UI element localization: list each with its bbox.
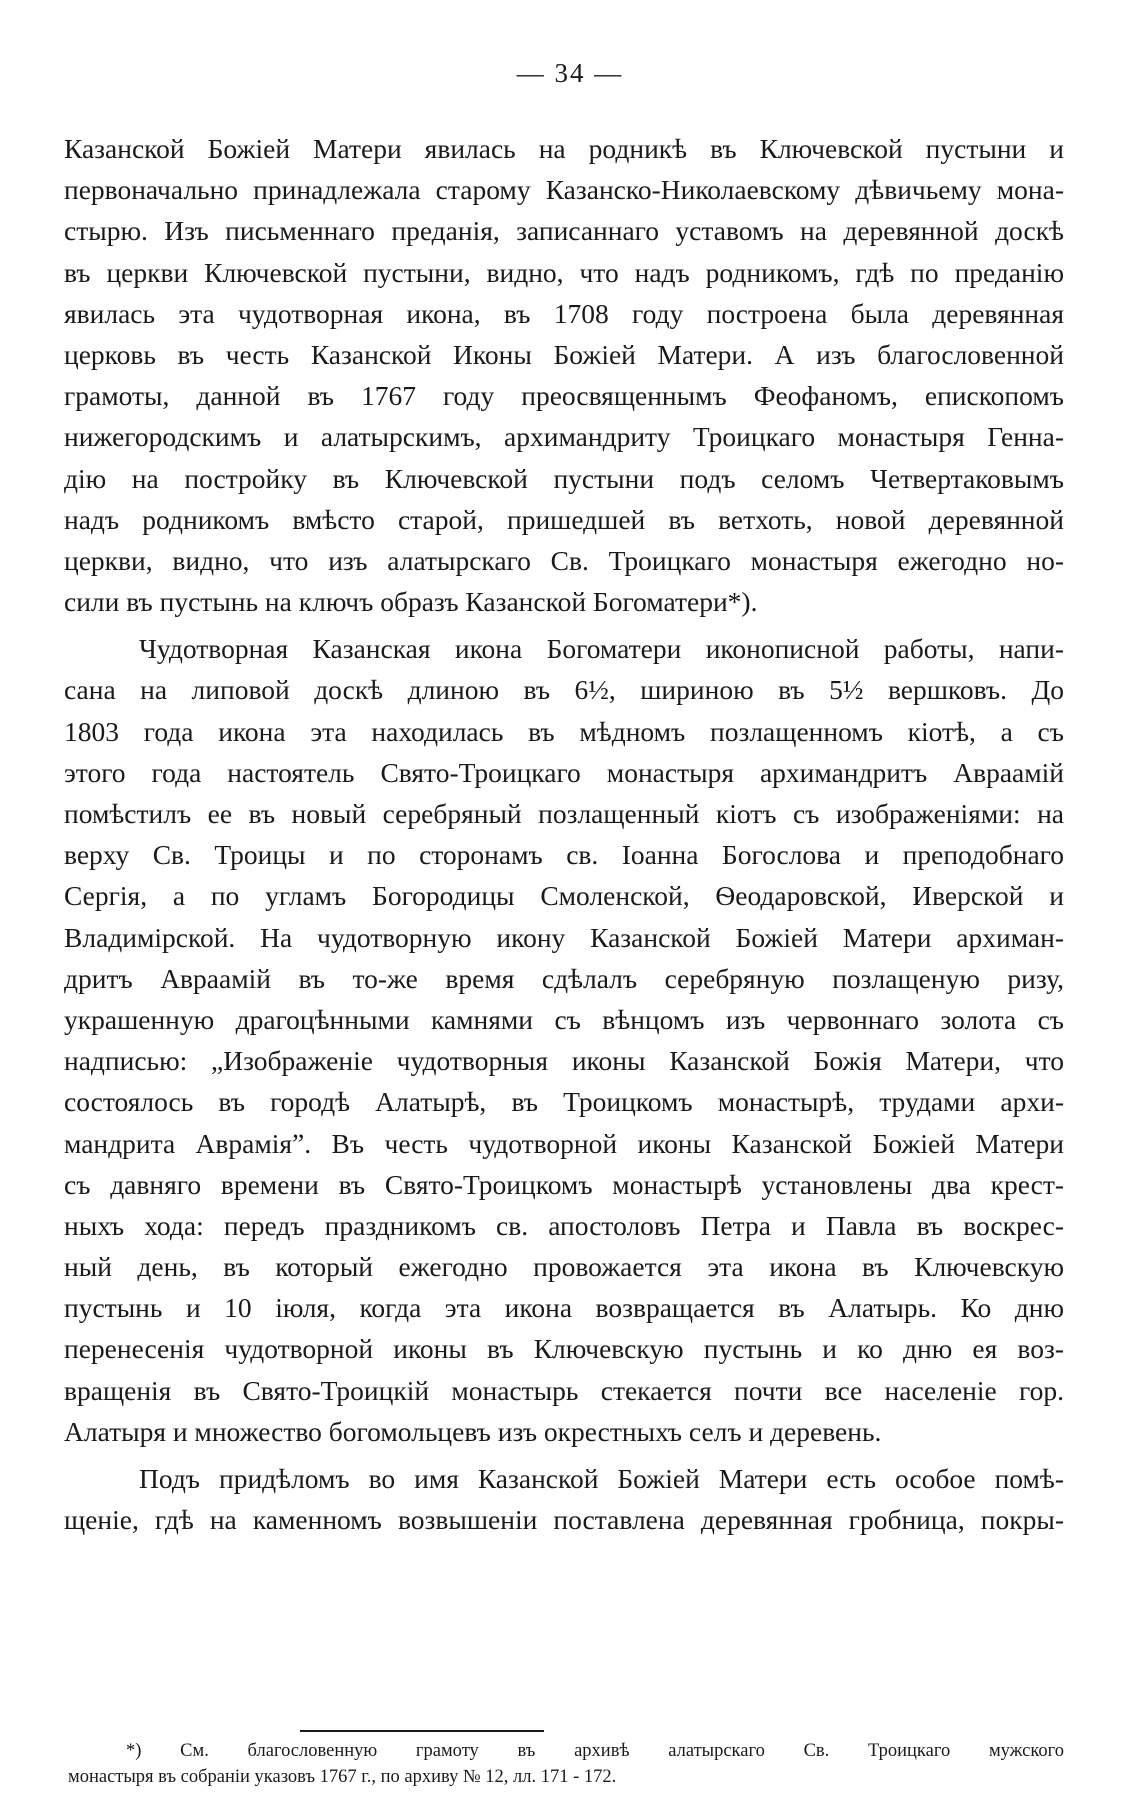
- page-number: — 34 —: [516, 58, 624, 88]
- text-line: Владимірской. На чудотворную икону Казанской Божіей Матери архиман-: [64, 921, 1064, 953]
- text-line: сили въ пустынь на ключъ образъ Казанской Богоматери*).: [64, 586, 758, 618]
- text-line: верху Св. Троицы и по сторонамъ св. Іоанна Богослова и преподобнаго: [64, 839, 1064, 871]
- text-line: дритъ Авраамій въ то-же время сдѣлалъ серебряную позлащеную ризу,: [64, 962, 1064, 994]
- text-line: церкви, видно, что изъ алатырскаго Св. Троицкаго монастыря ежегодно но-: [64, 544, 1064, 576]
- text-line: этого года настоятель Свято-Троицкаго монастыря архимандритъ Авраамій: [64, 756, 1064, 788]
- text-line: щеніе, гдѣ на каменномъ возвышеніи поставлена деревянная гробница, покры-: [64, 1504, 1064, 1536]
- paragraph-1: [64, 128, 1064, 622]
- text-line: грамоты, данной въ 1767 году преосвященнымъ Феофаномъ, епископомъ: [64, 380, 1064, 412]
- text-line: перенесенія чудотворной иконы въ Ключевскую пустынь и ко дню ея воз-: [64, 1333, 1064, 1365]
- paragraph-2: [64, 628, 1064, 1452]
- text-line: въ церкви Ключевской пустыни, видно, что надъ родникомъ, гдѣ по преданію: [64, 256, 1064, 288]
- text-line: ныхъ хода: передъ праздникомъ св. апостоловъ Петра и Павла въ воскрес-: [64, 1209, 1064, 1241]
- text-line: вращенія въ Свято-Троицкій монастырь стекается почти все населеніе гор.: [64, 1374, 1064, 1406]
- text-line: сана на липовой доскѣ длиною въ 6½, шириною въ 5½ вершковъ. До: [64, 674, 1064, 706]
- text-line: Сергія, а по угламъ Богородицы Смоленской, Ѳеодаровской, Иверской и: [64, 880, 1064, 912]
- text-line: состоялось въ городѣ Алатырѣ, въ Троицкомъ монастырѣ, трудами архи-: [64, 1086, 1064, 1118]
- text-line: Казанской Божіей Матери явилась на родникѣ въ Ключевской пустыни и: [64, 133, 1064, 164]
- text-line: надъ родникомъ вмѣсто старой, пришедшей въ ветхоть, новой деревянной: [64, 503, 1064, 535]
- text-line: ный день, въ который ежегодно провожается эта икона въ Ключевскую: [64, 1251, 1064, 1283]
- text-line: церковь въ честь Казанской Иконы Божіей Матери. А изъ благословенной: [64, 338, 1064, 370]
- text-line: украшенную драгоцѣнными камнями съ вѣнцомъ изъ червоннаго золота съ: [64, 1003, 1064, 1035]
- paragraph-3: [64, 1458, 1064, 1540]
- text-line: стырю. Изъ письменнаго преданія, записаннаго уставомъ на деревянной доскѣ: [64, 215, 1064, 247]
- text-line: нижегородскимъ и алатырскимъ, архимандриту Троицкаго монастыря Генна-: [64, 421, 1064, 453]
- text-line: мандрита Авраміяˮ. Въ честь чудотворной иконы Казанской Божіей Матери: [64, 1127, 1064, 1159]
- text-line: явилась эта чудотворная икона, въ 1708 году построена была деревянная: [64, 297, 1064, 329]
- footnote: [68, 1738, 1064, 1790]
- text-line: надписью: „Изображеніе чудотворныя иконы Казанской Божія Матери, что: [64, 1045, 1064, 1077]
- text-line: дію на постройку въ Ключевской пустыни подъ селомъ Четвертаковымъ: [64, 462, 1064, 494]
- text-line: съ давняго времени въ Свято-Троицкомъ монастырѣ установлены два крест-: [64, 1168, 1064, 1200]
- footnote-line: монастыря въ собраніи указовъ 1767 г., по архиву № 12, лл. 171 - 172.: [68, 1767, 617, 1787]
- text-line: первоначально принадлежала старому Казанско-Николаевскому дѣвичьему мона-: [64, 174, 1064, 206]
- text-line: 1803 года икона эта находилась въ мѣдномъ позлащенномъ кіотѣ, а съ: [64, 715, 1064, 747]
- body-text: [64, 128, 1064, 1540]
- text-line: Подъ придѣломъ во имя Казанской Божіей Матери есть особое помѣ-: [139, 1463, 1064, 1494]
- text-line: Чудотворная Казанская икона Богоматери иконописной работы, напи-: [139, 633, 1064, 665]
- footnote-line: *) См. благословенную грамоту въ архивѣ алатырскаго Св. Троицкаго мужского: [126, 1741, 1064, 1761]
- text-line: пустынь и 10 іюля, когда эта икона возвращается въ Алатырь. Ко дню: [64, 1292, 1064, 1324]
- text-line: Алатыря и множество богомольцевъ изъ окрестныхъ селъ и деревень.: [64, 1415, 882, 1447]
- text-line: помѣстилъ ее въ новый серебряный позлащенный кіотъ съ изображеніями: на: [64, 798, 1064, 829]
- footnote-divider: [300, 1730, 544, 1732]
